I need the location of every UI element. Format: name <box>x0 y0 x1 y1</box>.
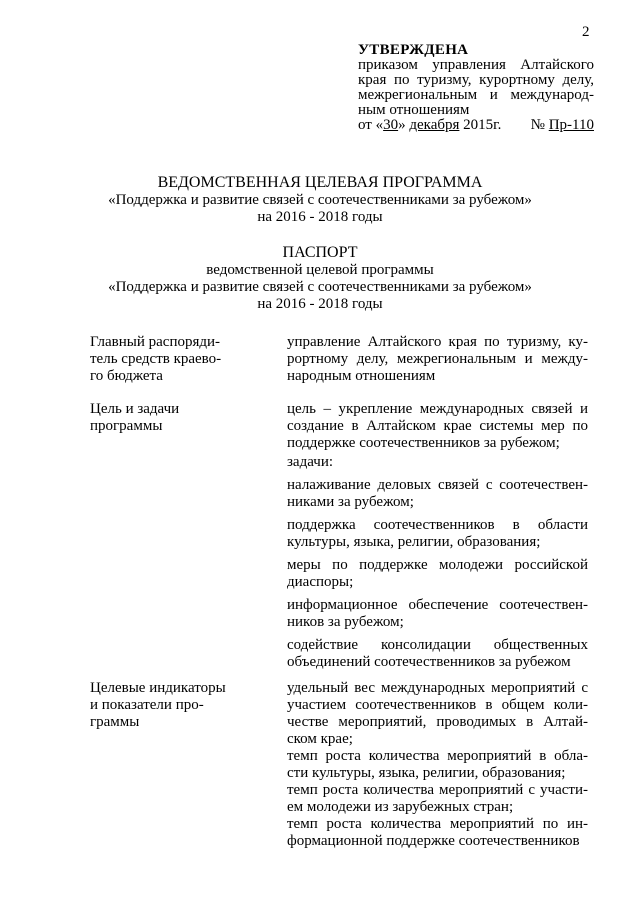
value-line: содействие консолидации общественных <box>287 637 588 653</box>
value-line: меры по поддержке молодежи российской <box>287 557 588 573</box>
approval-line: приказом управления Алтайского <box>358 57 594 73</box>
date-year: 2015г. <box>459 117 502 133</box>
program-years: на 2016 - 2018 годы <box>257 209 383 225</box>
date-prefix: от « <box>358 117 384 133</box>
row-label <box>90 334 250 385</box>
passport-subtitle: ведомственной целевой программы <box>206 262 434 278</box>
value-line: формационной поддержке соотечественников <box>287 833 580 849</box>
approval-line: края по туризму, курортному делу, <box>358 72 594 88</box>
approval-date <box>358 118 501 133</box>
value-paragraph <box>287 782 588 816</box>
value-line: ников за рубежом; <box>287 614 404 630</box>
label-line: тель средств краево- <box>90 351 222 367</box>
label-line: граммы <box>90 714 140 730</box>
value-paragraph <box>287 816 588 850</box>
value-paragraph <box>287 477 588 511</box>
value-line: диаспоры; <box>287 574 354 590</box>
value-paragraph <box>287 637 588 671</box>
number-prefix: № <box>530 117 549 133</box>
approval-number <box>531 118 594 133</box>
program-name: «Поддержка и развитие связей с соотечественниками за рубежом» <box>108 192 532 208</box>
value-line: ском крае; <box>287 731 353 747</box>
date-day: 30 <box>383 117 399 133</box>
value-paragraph <box>287 680 588 748</box>
value-line: сти культуры, языка, религии, образования; <box>287 765 566 781</box>
approval-block <box>358 43 594 133</box>
row-value <box>287 401 588 671</box>
value-paragraph <box>287 597 588 631</box>
value-line: объединений соотечественников за рубежом <box>287 654 571 670</box>
passport-years: на 2016 - 2018 годы <box>257 296 383 312</box>
approval-date-line <box>358 118 594 133</box>
value-paragraph <box>287 748 588 782</box>
page-number: 2 <box>582 24 590 40</box>
row-value <box>287 680 588 850</box>
value-paragraph <box>287 454 588 471</box>
approval-line: межрегиональным и международ- <box>358 87 594 103</box>
row-label <box>90 680 250 731</box>
value-line: поддержка соотечественников в области <box>287 517 588 533</box>
value-paragraph <box>287 401 588 452</box>
value-line: цель – укрепление международных связей и <box>287 401 588 417</box>
value-line: темп роста количества мероприятий с участи- <box>287 782 588 798</box>
value-line: ем молодежи из зарубежных стран; <box>287 799 514 815</box>
date-month: декабря <box>409 117 460 133</box>
value-line: налаживание деловых связей с соотечествен- <box>287 477 588 493</box>
approval-line: ным отношениям <box>358 102 470 118</box>
value-line: темп роста количества мероприятий по ин- <box>287 816 588 832</box>
passport-name: «Поддержка и развитие связей с соотечественниками за рубежом» <box>108 279 532 295</box>
value-line: культуры, языка, религии, образования; <box>287 534 541 550</box>
row-label <box>90 401 250 435</box>
label-line: Цель и задачи <box>90 401 180 417</box>
label-line: го бюджета <box>90 368 163 384</box>
value-line: темп роста количества мероприятий в обла- <box>287 748 588 764</box>
value-line: участием соотечественников в общем коли- <box>287 697 588 713</box>
value-line: информационное обеспечение соотечествен- <box>287 597 588 613</box>
value-line: рортному делу, межрегиональным и между- <box>287 351 588 367</box>
value-line: никами за рубежом; <box>287 494 414 510</box>
label-line: Целевые индикаторы <box>90 680 226 696</box>
label-line: Главный распоряди- <box>90 334 221 350</box>
approval-heading: УТВЕРЖДЕНА <box>358 42 469 58</box>
value-paragraph <box>287 557 588 591</box>
label-line: программы <box>90 418 163 434</box>
order-number: Пр-110 <box>548 117 594 133</box>
row-value <box>287 334 588 385</box>
value-line: создание в Алтайском крае системы мер по <box>287 418 588 434</box>
label-line: и показатели про- <box>90 697 204 713</box>
value-line: удельный вес международных мероприятий с <box>287 680 588 696</box>
value-line: управление Алтайского края по туризму, ку- <box>287 334 588 350</box>
value-line: честве мероприятий, проводимых в Алтай- <box>287 714 588 730</box>
value-line: поддержке соотечественников за рубежом; <box>287 435 560 451</box>
passport-title: ПАСПОРТ <box>282 244 358 261</box>
value-line: задачи: <box>287 454 334 470</box>
value-paragraph <box>287 517 588 551</box>
value-paragraph <box>287 334 588 385</box>
program-title: ВЕДОМСТВЕННАЯ ЦЕЛЕВАЯ ПРОГРАММА <box>157 174 483 191</box>
date-mid: » <box>398 117 410 133</box>
value-line: народным отношениям <box>287 368 436 384</box>
